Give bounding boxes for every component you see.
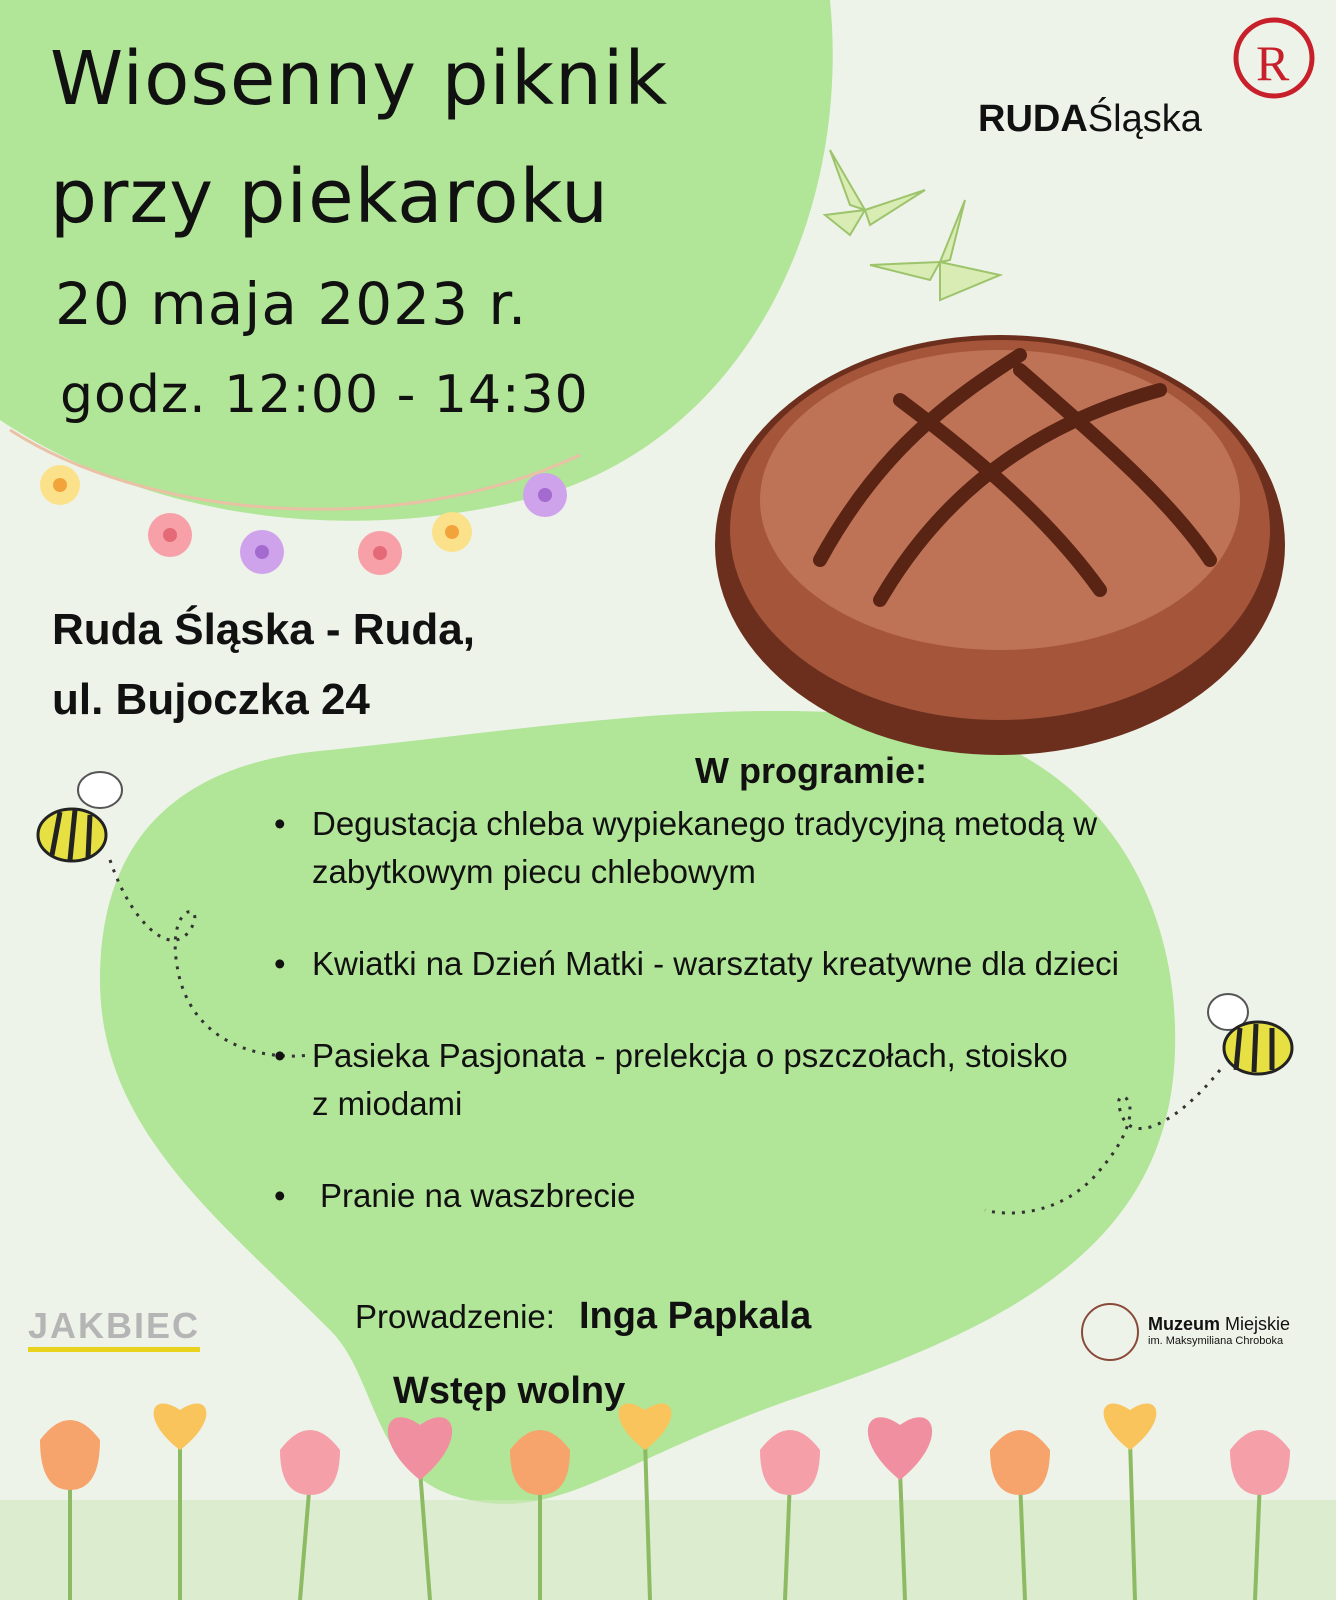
event-title bbox=[50, 20, 668, 256]
bread-illustration bbox=[715, 335, 1285, 755]
address-line-2: ul. Bujoczka 24 bbox=[52, 675, 370, 724]
host-name: Inga Papkala bbox=[578, 1295, 812, 1337]
museum-logo bbox=[1148, 1314, 1290, 1347]
museum-subtitle: im. Maksymiliana Chroboka bbox=[1148, 1335, 1284, 1347]
host bbox=[355, 1295, 811, 1338]
logo-city-bold: RUDA bbox=[978, 98, 1088, 140]
ruda-slaska-logo bbox=[978, 98, 1202, 141]
event-date: 20 maja 2023 r. bbox=[55, 270, 528, 338]
program-heading: W programie: bbox=[695, 750, 928, 791]
event-address bbox=[52, 595, 475, 735]
butterfly-icon bbox=[825, 150, 1000, 300]
svg-text:R: R bbox=[1256, 35, 1290, 91]
program-item: • Pranie na waszbrecie bbox=[270, 1172, 1120, 1220]
museum-seal bbox=[1082, 1304, 1138, 1360]
program-item: • Kwiatki na Dzień Matki - warsztaty kreatywne dla dzieci bbox=[270, 940, 1120, 988]
program-list bbox=[270, 800, 1120, 1264]
program-item: • Degustacja chleba wypiekanego tradycyjną metodą w zabytkowym piecu chlebowym bbox=[270, 800, 1120, 896]
ruda-slaska-logo-mark bbox=[1236, 20, 1312, 96]
host-label: Prowadzenie: bbox=[355, 1298, 555, 1335]
admission: Wstęp wolny bbox=[393, 1370, 626, 1412]
title-line-1: Wiosenny piknik bbox=[50, 36, 669, 122]
address-line-1: Ruda Śląska - Ruda, bbox=[52, 605, 476, 654]
museum-name-rest: Miejskie bbox=[1225, 1314, 1291, 1334]
event-time: godz. 12:00 - 14:30 bbox=[60, 365, 589, 425]
logo-city-rest: Śląska bbox=[1087, 98, 1202, 140]
jakbiec-logo: JAKBIEC bbox=[28, 1305, 200, 1352]
museum-name-bold: Muzeum bbox=[1148, 1314, 1220, 1334]
program-item: • Pasieka Pasjonata - prelekcja o pszczołach, stoisko z miodami bbox=[270, 1032, 1092, 1128]
title-line-2: przy piekaroku bbox=[50, 154, 610, 240]
